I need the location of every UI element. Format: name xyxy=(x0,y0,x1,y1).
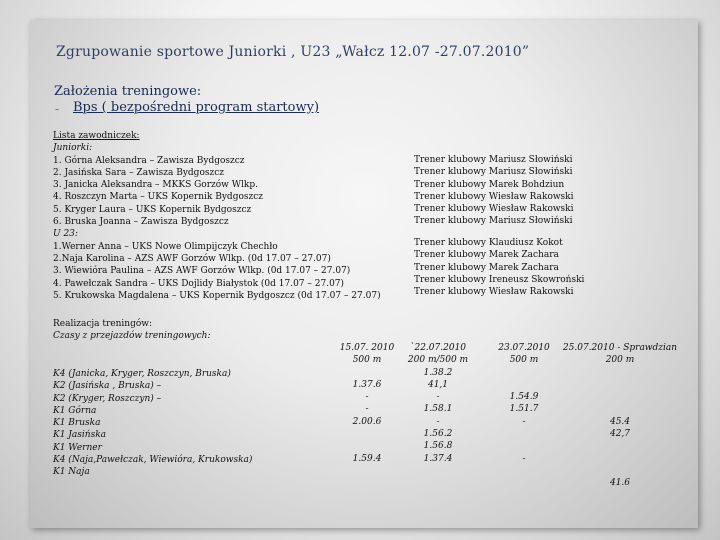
result-cell xyxy=(406,465,470,477)
result-cell: 1.37.4 xyxy=(423,453,453,464)
training-labels xyxy=(53,318,211,343)
result-cell xyxy=(336,465,398,477)
junior-item: 6. Bruska Joanna – Zawisza Bydgoszcz xyxy=(53,217,229,228)
result-cell xyxy=(560,465,680,477)
u23-item: 2.Naja Karolina – AZS AWF Gorzów Wlkp. (0d 17.07 – 27.07) xyxy=(53,253,331,264)
roster-heading: Lista zawodniczek: xyxy=(53,131,140,141)
result-cell: - xyxy=(522,416,526,427)
result-cell xyxy=(494,477,554,489)
results-column-15-07 xyxy=(336,342,398,490)
result-cell: 2.00.6 xyxy=(352,416,382,427)
column-date: 15.07. 2010 xyxy=(339,343,395,353)
u23-item: 4. Pawełczak Sandra – UKS Dojlidy Białystok (0d 17.07 – 27.07) xyxy=(53,278,345,289)
u23-item: 1.Werner Anna – UKS Nowe Olimpijczyk Chechło xyxy=(53,241,278,252)
column-date: 25.07.2010 - Sprawdzian xyxy=(562,343,678,353)
u23-item: 5. Krukowska Magdalena – UKS Kopernik Bydgoszcz (0d 17.07 – 27.07) xyxy=(53,290,381,301)
result-cell xyxy=(494,428,554,440)
u23-label: U 23: xyxy=(53,229,78,240)
trainer-item: Trener klubowy Ireneusz Skowroński xyxy=(414,274,585,285)
juniors-trainers xyxy=(414,154,574,228)
result-cell: - xyxy=(436,392,440,403)
result-cell xyxy=(560,453,680,465)
trainer-item: Trener klubowy Mariusz Słowiński xyxy=(414,167,573,178)
junior-item: 2. Jasińska Sara – Zawisza Bydgoszcz xyxy=(53,167,225,178)
result-cell: - xyxy=(436,416,440,427)
training-subheading: Czasy z przejazdów treningowych: xyxy=(53,331,211,342)
result-cell: 45.4 xyxy=(609,416,631,427)
result-cell xyxy=(336,440,398,452)
result-cell: 1.37.6 xyxy=(352,379,382,390)
slide-title: Zgrupowanie sportowe Juniorki , U23 „Wałcz 12.07 -27.07.2010” xyxy=(56,44,530,60)
results-column-23-07 xyxy=(494,342,554,490)
result-cell xyxy=(494,379,554,391)
crew-name: K1 Bruska xyxy=(53,418,101,429)
trainer-item: Trener klubowy Marek Zachara xyxy=(414,262,559,273)
result-cell xyxy=(560,379,680,391)
junior-item: 5. Kryger Laura – UKS Kopernik Bydgoszcz xyxy=(53,204,252,215)
column-date: `22.07.2010 xyxy=(409,343,467,353)
result-cell: - xyxy=(365,392,369,403)
column-date: 23.07.2010 xyxy=(498,343,550,353)
trainer-item: Trener klubowy Wiesław Rakowski xyxy=(414,191,574,202)
training-heading: Realizacja treningów: xyxy=(53,319,153,329)
result-cell xyxy=(494,465,554,477)
result-cell: 1.58.1 xyxy=(423,404,453,415)
result-cell xyxy=(560,440,680,452)
crew-name: K2 (Jasińska , Bruska) – xyxy=(53,381,162,392)
u23-item: 3. Wiewióra Paulina – AZS AWF Gorzów Wlkp. (0d 17.07 – 27.07) xyxy=(53,266,351,277)
u23-trainers xyxy=(414,237,584,298)
result-cell: 1.56.8 xyxy=(423,441,453,452)
result-cell: 1.59.4 xyxy=(352,453,382,464)
trainer-item: Trener klubowy Mariusz Słowiński xyxy=(414,216,573,227)
junior-item: 3. Janicka Aleksandra – MKKS Gorzów Wlkp. xyxy=(53,180,258,191)
trainer-item: Trener klubowy Mariusz Słowiński xyxy=(414,155,573,165)
result-cell: 42,7 xyxy=(609,429,631,440)
result-cell xyxy=(336,477,398,489)
result-cell: 1.38.2 xyxy=(423,367,453,378)
junior-item: 1. Górna Aleksandra – Zawisza Bydgoszcz xyxy=(53,155,245,166)
result-cell: 1.54.9 xyxy=(509,392,539,403)
crew-name: K1 Górna xyxy=(53,405,97,416)
crew-name: K1 Jasińska xyxy=(53,430,107,441)
result-cell: - xyxy=(522,453,526,464)
juniors-label: Juniorki: xyxy=(53,143,93,154)
trainer-item: Trener klubowy Wiesław Rakowski xyxy=(414,287,574,298)
crew-name: K1 Werner xyxy=(53,442,102,453)
trainer-item: Trener klubowy Marek Bohdziun xyxy=(414,179,565,190)
result-cell: 1.56.2 xyxy=(423,429,453,440)
results-column-22-07 xyxy=(406,342,470,477)
trainer-item: Trener klubowy Wiesław Rakowski xyxy=(414,204,574,215)
crew-name: K1 Naja xyxy=(53,467,90,478)
junior-item: 4. Roszczyn Marta – UKS Kopernik Bydgoszcz xyxy=(53,192,264,203)
crew-name: K2 (Kryger, Roszczyn) – xyxy=(53,393,162,404)
result-cell xyxy=(560,403,680,415)
bullet-text: Bps ( bezpośredni program startowy) xyxy=(73,100,320,115)
result-cell: 41.6 xyxy=(609,478,631,489)
column-distance: 200 m xyxy=(605,355,635,366)
column-distance: 500 m xyxy=(352,355,382,366)
trainer-item: Trener klubowy Klaudiusz Kokot xyxy=(414,238,563,248)
crew-name: K4 (Naja,Pawełczak, Wiewióra, Krukowska) xyxy=(53,455,253,466)
result-cell: - xyxy=(365,404,369,415)
column-distance: 500 m xyxy=(509,355,539,366)
roster-list xyxy=(53,130,381,302)
column-distance: 200 m/500 m xyxy=(407,355,469,366)
bullet-dash: - xyxy=(55,102,60,116)
result-cell xyxy=(336,428,398,440)
trainer-item: Trener klubowy Marek Zachara xyxy=(414,250,559,261)
crew-list xyxy=(53,368,252,479)
result-cell: 41,1 xyxy=(427,379,449,390)
result-cell xyxy=(560,391,680,403)
result-cell: 1.51.7 xyxy=(509,404,539,415)
crew-name: K4 (Janicka, Kryger, Roszczyn, Bruska) xyxy=(53,369,231,379)
result-cell xyxy=(494,440,554,452)
section-heading: Założenia treningowe: xyxy=(54,84,202,99)
results-column-25-07 xyxy=(560,342,680,490)
